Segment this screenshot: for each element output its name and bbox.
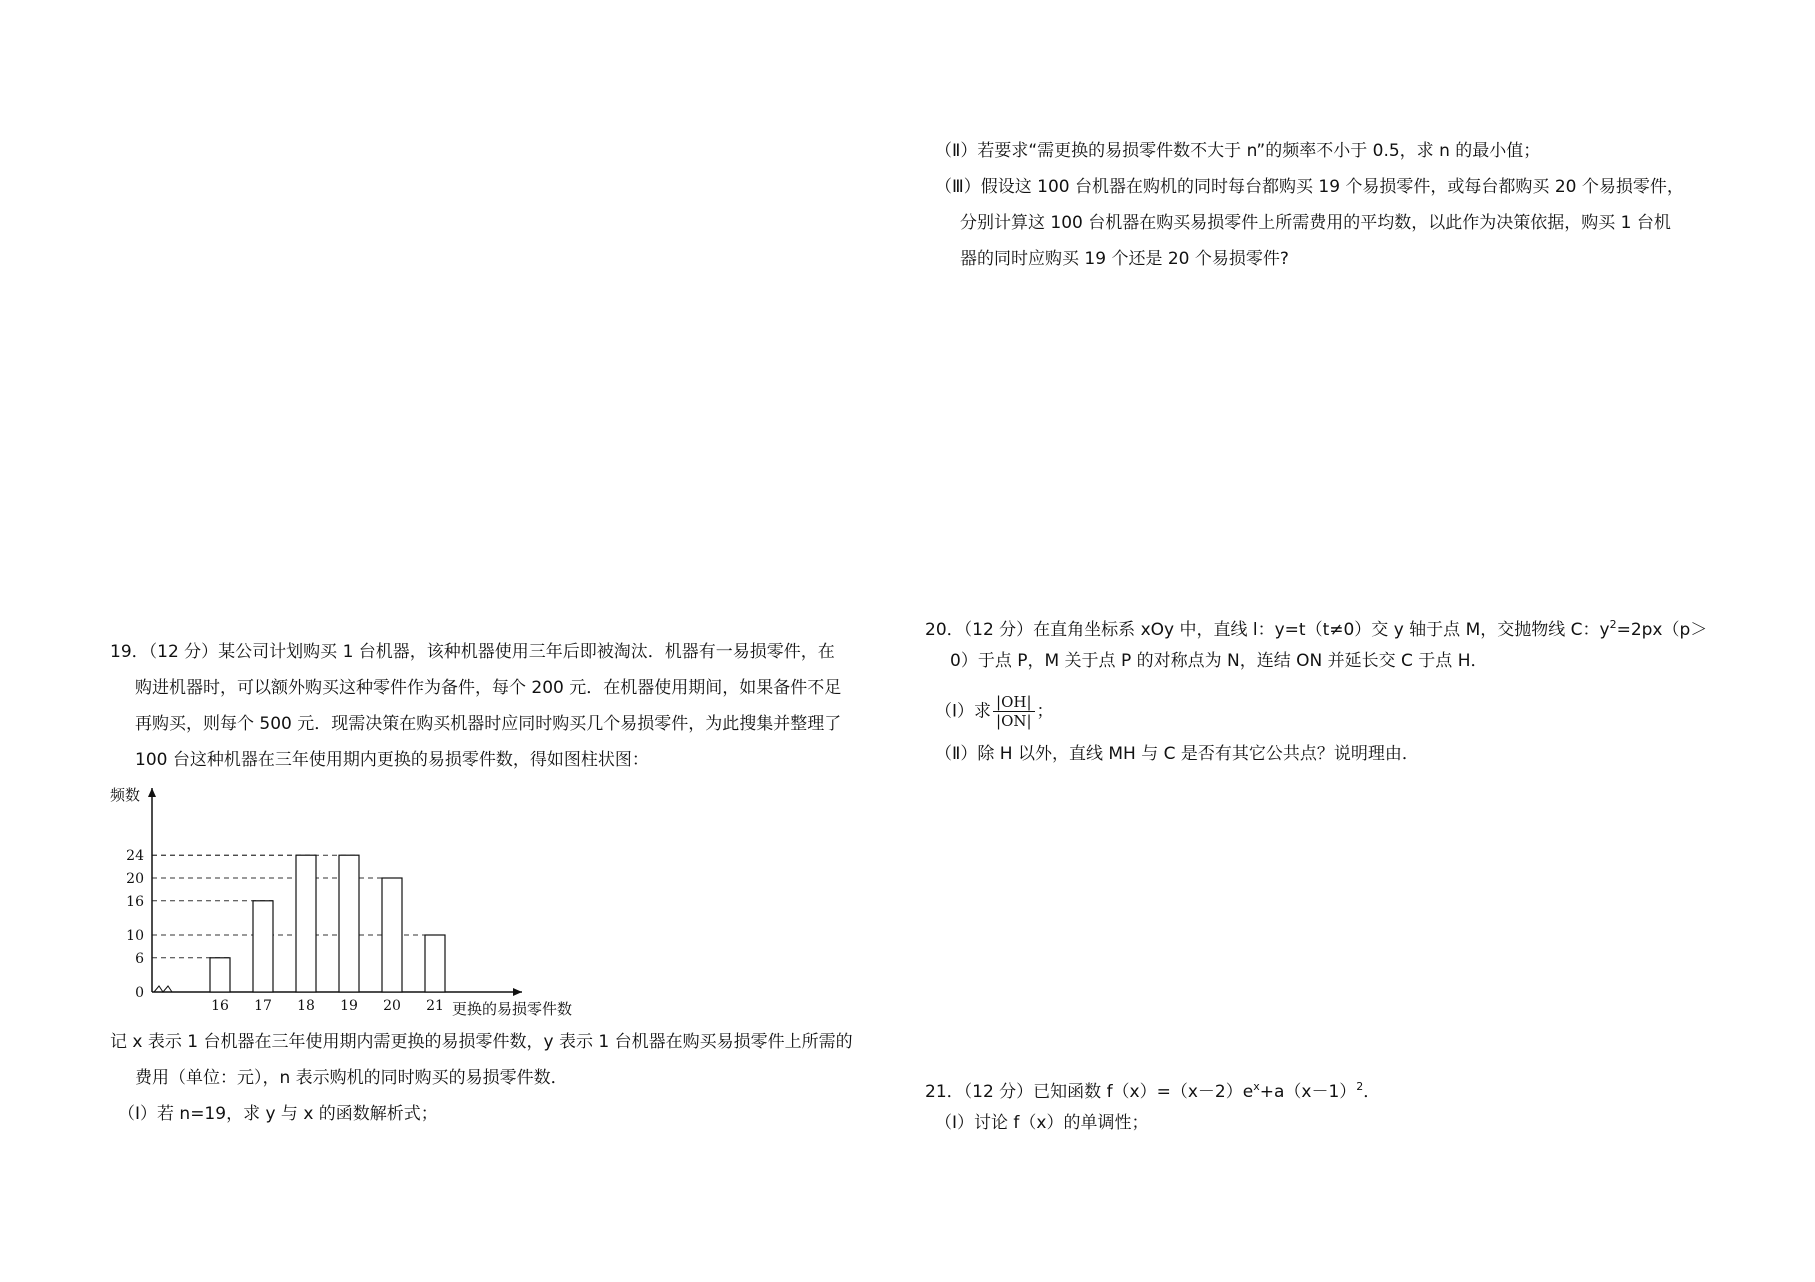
q21-part1: （Ⅰ）讨论 f（x）的单调性； bbox=[935, 1113, 1149, 1133]
y-axis-label: 频数 bbox=[110, 786, 141, 804]
q19-line4: 100 台这种机器在三年使用期内更换的易损零件数，得如图柱状图： bbox=[135, 750, 649, 770]
q19-after-line1: 记 x 表示 1 台机器在三年使用期内需更换的易损零件数，y 表示 1 台机器在购买易损零件上所需的 bbox=[110, 1032, 853, 1052]
q18-part2: （Ⅱ）若要求“需更换的易损零件数不大于 n”的频率不小于 0.5，求 n 的最小值； bbox=[935, 141, 1541, 161]
x-tick-20: 20 bbox=[383, 998, 401, 1014]
bar-16 bbox=[210, 958, 230, 992]
q20-line1: 20．（12 分）在直角坐标系 xOy 中，直线 l：y=t（t≠0）交 y 轴于点 M，交抛物线 C：$y^2=2px(p>$ bbox=[925, 618, 1708, 640]
q19-line1: 19．（12 分）某公司计划购买 1 台机器，该种机器使用三年后即被淘汰．机器有一易损零件，在 bbox=[110, 642, 835, 662]
bar-19 bbox=[339, 855, 359, 992]
q19-part1: （Ⅰ）若 n=19，求 y 与 x 的函数解析式； bbox=[118, 1104, 438, 1124]
ratio-fraction: $\frac{|OH|}{|ON|}$ bbox=[993, 693, 1035, 730]
q19-line2: 购进机器时，可以额外购买这种零件作为备件，每个 200 元．在机器使用期间，如果备件不足 bbox=[135, 678, 842, 698]
y-tick-0: 0 bbox=[135, 985, 144, 1001]
q18-part3-line1: （Ⅲ）假设这 100 台机器在购机的同时每台都购买 19 个易损零件，或每台都购买 20 个易损零件， bbox=[935, 177, 1684, 197]
q20-part1: （Ⅰ）求 $\frac{|OH|}{|ON|}$ ； bbox=[935, 693, 1054, 730]
axis-break bbox=[154, 986, 172, 992]
x-tick-21: 21 bbox=[426, 998, 444, 1014]
y-tick-20: 20 bbox=[126, 871, 144, 887]
x-axis-label: 更换的易损零件数 bbox=[452, 1000, 573, 1018]
y-axis-arrow bbox=[148, 788, 156, 797]
x-tick-18: 18 bbox=[297, 998, 315, 1014]
x-tick-16: 16 bbox=[211, 998, 229, 1014]
q20-line2: 0）于点 P，M 关于点 P 的对称点为 N，连结 ON 并延长交 C 于点 H． bbox=[950, 651, 1488, 671]
bar-20 bbox=[382, 878, 402, 992]
y-tick-10: 10 bbox=[126, 928, 144, 944]
x-axis-arrow bbox=[513, 988, 522, 996]
q19-after-line2: 费用（单位：元），n 表示购机的同时购买的易损零件数． bbox=[135, 1068, 568, 1088]
bar-chart bbox=[100, 780, 620, 1020]
q21-line1: 21．（12 分）已知函数 $f(x)=(x-2)e^x+a(x-1)^2$． bbox=[925, 1080, 1381, 1102]
y-tick-6: 6 bbox=[135, 950, 144, 967]
x-tick-19: 19 bbox=[340, 998, 358, 1014]
q18-part3-line3: 器的同时应购买 19 个还是 20 个易损零件? bbox=[960, 249, 1289, 269]
q18-part3-line2: 分别计算这 100 台机器在购买易损零件上所需费用的平均数，以此作为决策依据，购买 1 台机 bbox=[960, 213, 1671, 233]
bar-17 bbox=[253, 901, 273, 992]
x-tick-17: 17 bbox=[254, 998, 272, 1014]
y-tick-16: 16 bbox=[126, 893, 144, 910]
bar-21 bbox=[425, 935, 445, 992]
y-tick-24: 24 bbox=[126, 848, 144, 865]
q20-part2: （Ⅱ）除 H 以外，直线 MH 与 C 是否有其它公共点？说明理由． bbox=[935, 744, 1419, 764]
q19-line3: 再购买，则每个 500 元．现需决策在购买机器时应同时购买几个易损零件，为此搜集并整理了 bbox=[135, 714, 842, 734]
bar-18 bbox=[296, 855, 316, 992]
